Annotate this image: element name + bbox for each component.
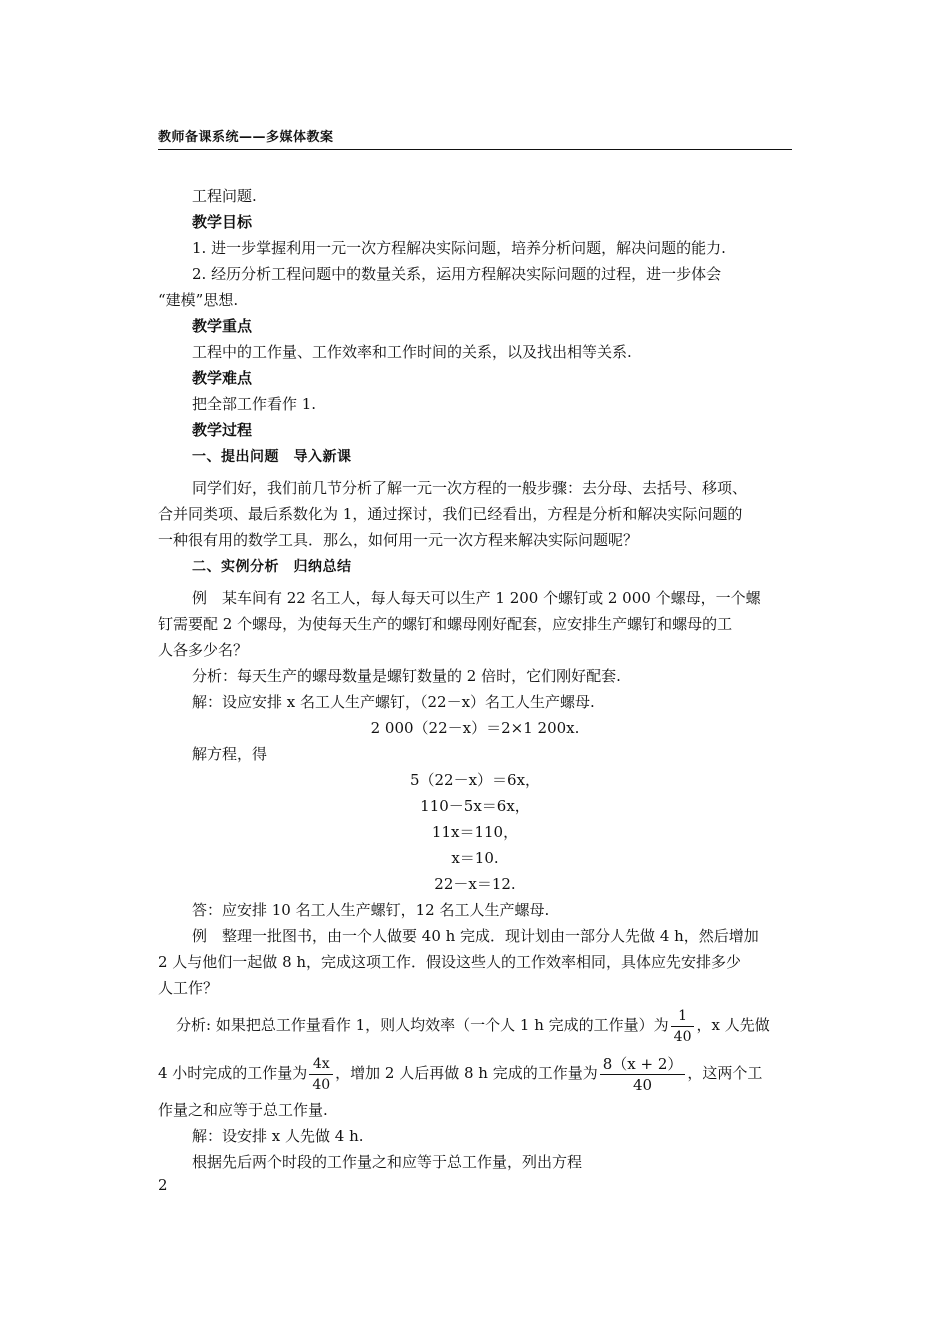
solution-2: 解：设安排 x 人先做 4 h. — [192, 1127, 364, 1145]
section-heading-difficulty: 教学难点 — [192, 369, 253, 387]
solution-2-step: 根据先后两个时段的工作量之和应等于总工作量，列出方程 — [192, 1153, 583, 1171]
goal-item-2-cont: “建模”思想. — [158, 291, 239, 309]
example-2-line: 例 整理一批图书，由一个人做要 40 h 完成．现计划由一部分人先做 4 h，然后增加 — [192, 927, 759, 945]
equation: 110－5x＝6x， — [420, 797, 530, 815]
fraction-denominator: 40 — [673, 1028, 692, 1045]
goal-item-2: 2. 经历分析工程问题中的数量关系，运用方程解决实际问题的过程，进一步体会 — [192, 265, 722, 283]
equation: 22－x＝12. — [434, 875, 516, 893]
analysis-2-text: 分析: 如果把总工作量看作 1，则人均效率（一个人 1 h 完成的工作量）为 — [176, 1016, 669, 1034]
analysis-2-text: ，增加 2 人后再做 8 h 完成的工作量为 — [335, 1064, 598, 1082]
fraction-one-fortieth — [671, 1008, 695, 1045]
example-1-line: 钉需要配 2 个螺母，为使每天生产的螺钉和螺母刚好配套，应安排生产螺钉和螺母的工 — [158, 615, 733, 633]
solution-1: 解：设应安排 x 名工人生产螺钉，（22－x）名工人生产螺母. — [192, 693, 595, 711]
analysis-2-text: ，x 人先做 — [696, 1016, 770, 1034]
example-1-line: 例 某车间有 22 名工人，每人每天可以生产 1 200 个螺钉或 2 000 个螺母，一个螺 — [192, 589, 761, 607]
section-heading-key: 教学重点 — [192, 317, 253, 335]
paragraph-line: 一种很有用的数学工具．那么，如何用一元一次方程来解决实际问题呢？ — [158, 531, 639, 549]
subsection-heading-2: 二、实例分析 归纳总结 — [192, 559, 352, 575]
equation: 2 000（22－x）＝2×1 200x. — [370, 719, 580, 737]
page-number: 2 — [158, 1176, 168, 1194]
fraction-numerator: 1 — [678, 1007, 688, 1024]
paragraph-line: 合并同类项、最后系数化为 1，通过探讨，我们已经看出，方程是分析和解决实际问题的 — [158, 505, 743, 523]
answer-1: 答：应安排 10 名工人生产螺钉，12 名工人生产螺母. — [192, 901, 550, 919]
difficulty-point: 把全部工作看作 1. — [192, 395, 317, 413]
equation: 11x＝110， — [431, 823, 519, 841]
analysis-1: 分析：每天生产的螺母数量是螺钉数量的 2 倍时，它们刚好配套. — [192, 667, 621, 685]
analysis-2-text: 4 小时完成的工作量为 — [158, 1064, 308, 1082]
analysis-2-line — [158, 1049, 792, 1097]
fraction-denominator: 40 — [312, 1076, 331, 1093]
intro-line: 工程问题. — [192, 187, 257, 205]
key-point: 工程中的工作量、工作效率和工作时间的关系，以及找出相等关系. — [192, 343, 632, 361]
fraction-bar — [600, 1074, 686, 1075]
equation: x＝10. — [451, 849, 499, 867]
equation: 5（22－x）＝6x， — [409, 771, 541, 789]
section-heading-process: 教学过程 — [192, 421, 253, 439]
example-2-line: 2 人与他们一起做 8 h，完成这项工作．假设这些人的工作效率相同，具体应先安排多少 — [158, 953, 742, 971]
fraction-numerator: 4x — [312, 1055, 330, 1072]
example-1-line: 人各多少名？ — [158, 641, 249, 659]
fraction-numerator: 8（x + 2） — [602, 1054, 683, 1073]
fraction-bar — [309, 1074, 333, 1075]
example-2-line: 人工作？ — [158, 979, 219, 997]
subsection-heading-1: 一、提出问题 导入新课 — [192, 449, 352, 465]
document-body — [158, 183, 792, 1175]
fraction-4x-over-40 — [309, 1056, 333, 1093]
fraction-8x2-over-40 — [600, 1056, 686, 1093]
paragraph-line: 同学们好，我们前几节分析了解一元一次方程的一般步骤：去分母、去括号、移项、 — [192, 479, 748, 497]
page-header — [158, 129, 792, 150]
analysis-2-line: 作量之和应等于总工作量. — [158, 1101, 328, 1119]
analysis-2-line — [158, 1001, 792, 1049]
fraction-bar — [671, 1026, 695, 1027]
header-title: 教师备课系统——多媒体教案 — [158, 130, 334, 145]
analysis-2-text: ，这两个工 — [687, 1064, 763, 1082]
fraction-denominator: 40 — [633, 1075, 653, 1094]
goal-item-1: 1. 进一步掌握利用一元一次方程解决实际问题，培养分析问题，解决问题的能力. — [192, 239, 726, 257]
solution-step: 解方程，得 — [192, 745, 268, 763]
section-heading-goals: 教学目标 — [192, 213, 253, 231]
